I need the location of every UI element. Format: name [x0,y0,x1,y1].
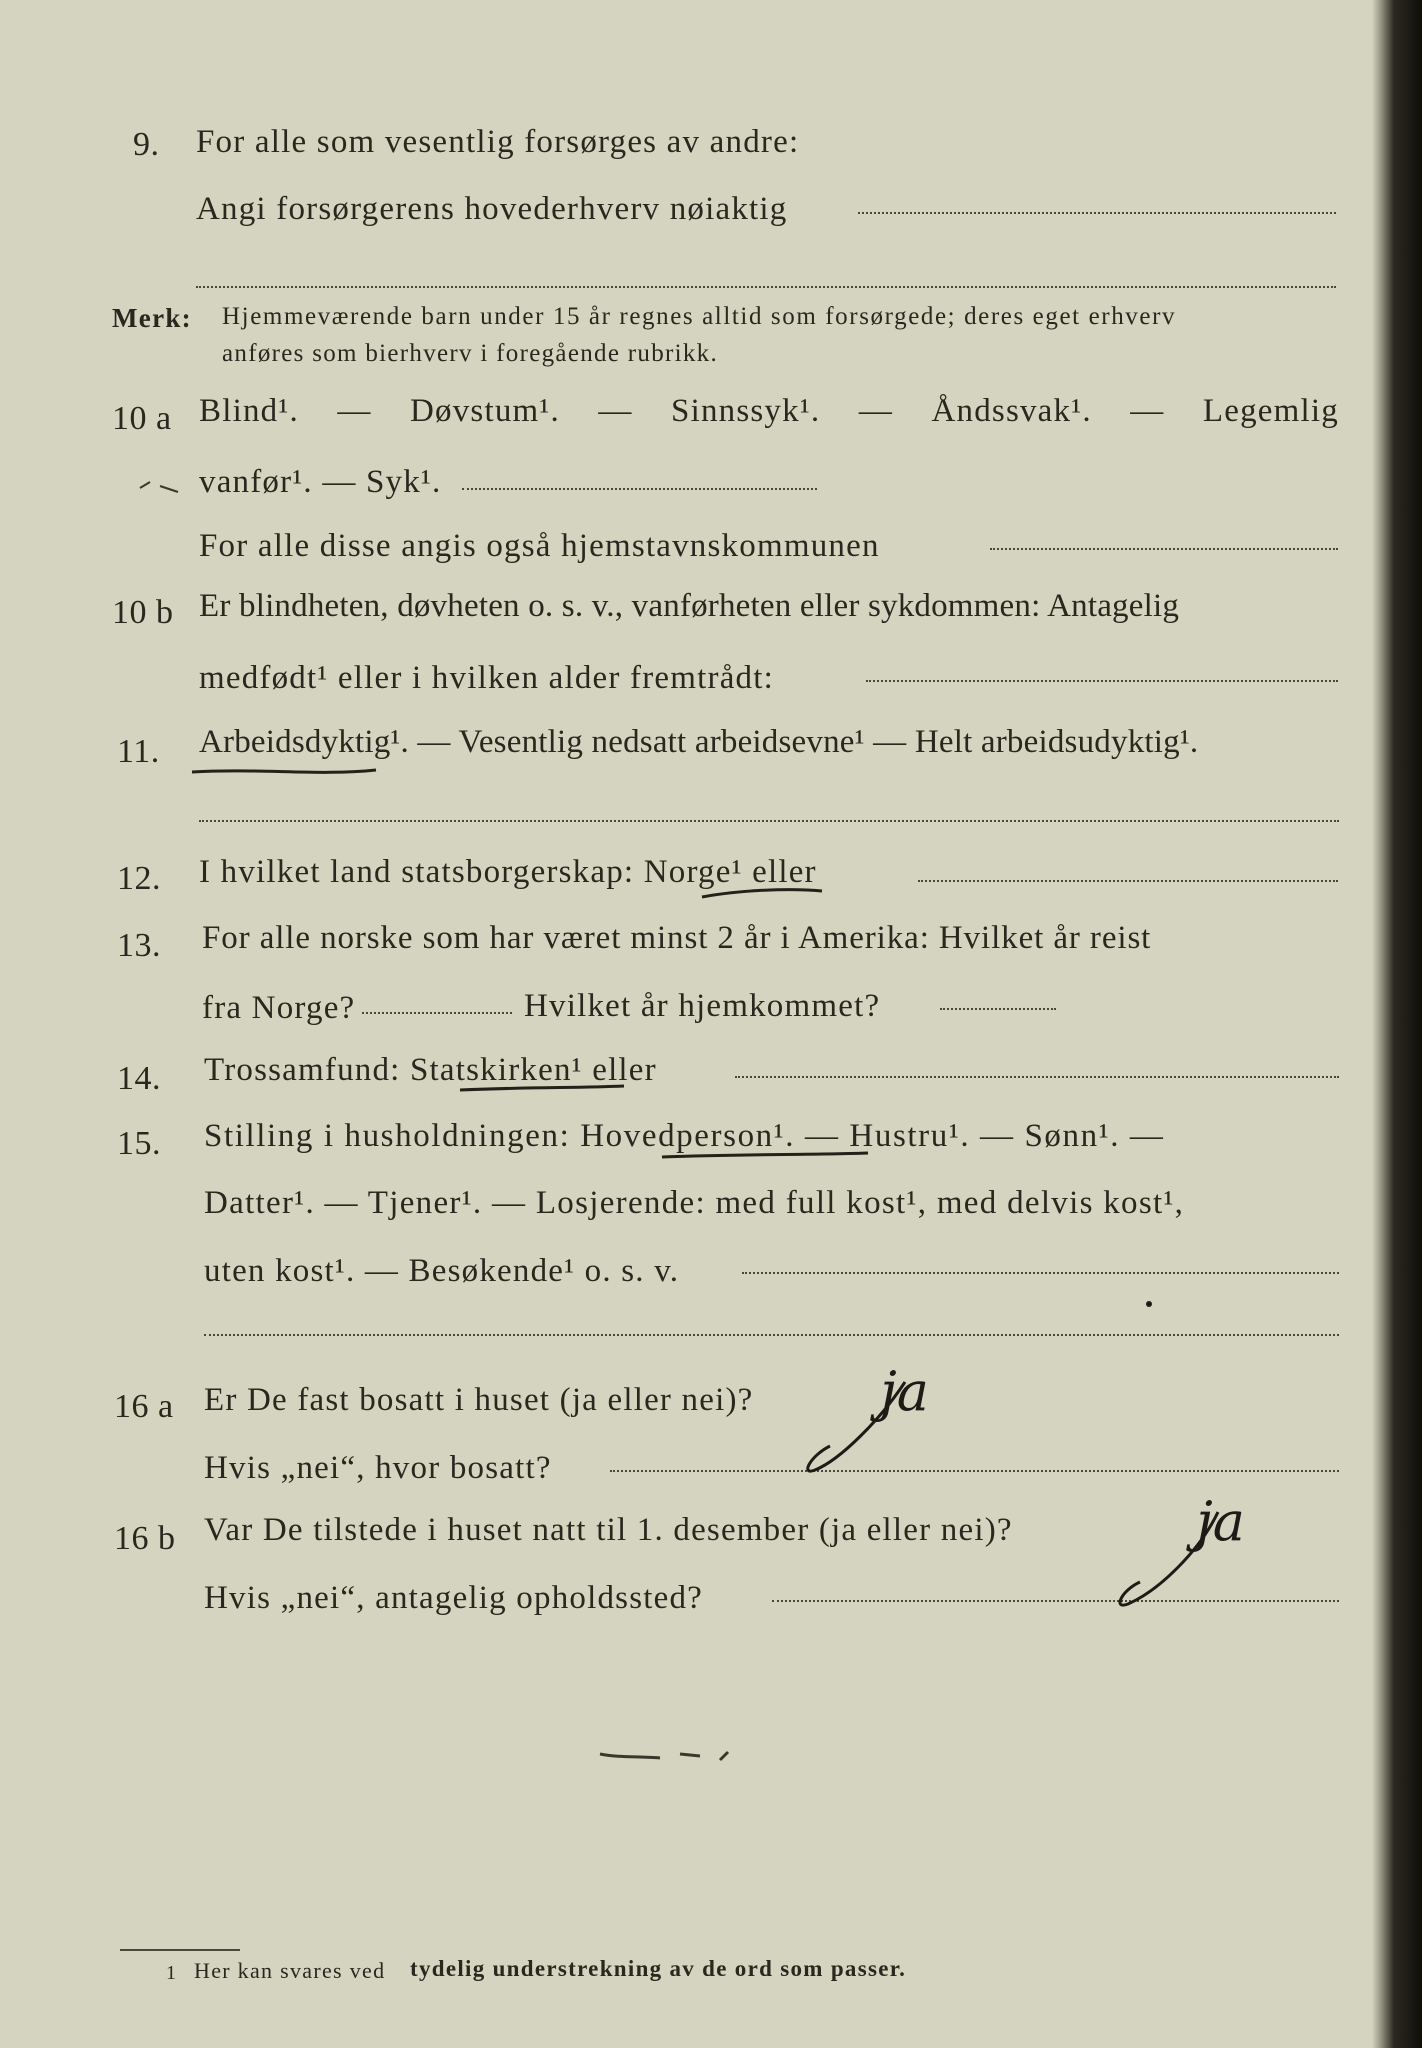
q12-number: 12. [117,860,161,897]
q10a-number: 10 a [112,400,172,437]
q16b-line2: Hvis „nei“, antagelig opholdssted? [204,1580,704,1616]
q15-line3: uten kost¹. — Besøkende¹ o. s. v. [204,1253,680,1289]
merk-label: Merk: [112,303,192,333]
underline-norge [702,890,822,897]
q13-line2b: Hvilket år hjemkommet? [524,988,881,1024]
option-dovstum: Døvstum¹. [409,393,560,429]
q16a-handwritten-answer: ja [880,1360,929,1423]
dash-2: — [598,393,633,429]
q16a-number: 16 a [114,1388,174,1425]
footnote-text-plain: Her kan svares ved [194,1958,386,1983]
q9-line1: For alle som vesentlig forsørges av andre: [196,124,800,160]
q16b-handwritten-answer: ja [1196,1490,1245,1553]
q10a-line2: vanfør¹. — Syk¹. [199,464,442,500]
q15-line2: Datter¹. — Tjener¹. — Losjerende: med full kost¹, med delvis kost¹, [204,1185,1185,1221]
q16a-line1: Er De fast bosatt i huset (ja eller nei)? [204,1382,754,1418]
q16a-stroke [808,1382,905,1471]
q11-number: 11. [117,733,160,770]
q11-line1: Arbeidsdyktig¹. — Vesentlig nedsatt arbeidsevne¹ — Helt arbeidsudyktig¹. [199,724,1199,760]
q9-number: 9. [133,126,160,163]
dash-1: — [337,393,372,429]
stray-mark-1 [140,482,178,492]
q10b-line2: medfødt¹ eller i hvilken alder fremtrådt: [199,660,774,696]
dash-4: — [1130,393,1165,429]
q14-number: 14. [117,1060,161,1097]
q9-line2: Angi forsørgerens hovederhverv nøiaktig [196,191,788,227]
q16b-line1: Var De tilstede i huset natt til 1. desember (ja eller nei)? [204,1512,1013,1548]
q13-line2a: fra Norge? [202,990,356,1026]
stray-mark-2 [600,1752,728,1760]
dash-3: — [858,393,894,429]
q16b-number: 16 b [114,1520,176,1557]
q13-number: 13. [117,927,161,964]
q15-number: 15. [117,1125,161,1162]
option-sinnssyk: Sinnssyk¹. [671,393,821,429]
option-legemlig: Legemlig [1202,393,1339,429]
q15-line1: Stilling i husholdningen: Hovedperson¹. — Hustru¹. — Sønn¹. — [204,1118,1165,1154]
q14-line1: Trossamfund: Statskirken¹ eller [204,1052,657,1088]
q16a-line2: Hvis „nei“, hvor bosatt? [204,1450,552,1486]
merk-line1: Hjemmeværende barn under 15 år regnes alltid som forsørgede; deres eget erhverv [222,303,1177,330]
scan-edge-shadow [1372,0,1422,2048]
ink-dot [1146,1301,1152,1307]
q12-line1: I hvilket land statsborgerskap: Norge¹ eller [199,854,817,890]
q16b-stroke [1120,1512,1218,1605]
underline-statskirken [460,1086,624,1090]
q10b-number: 10 b [112,594,174,631]
footnote-text-bold: tydelig understrekning av de ord som passer. [410,1956,907,1981]
option-andssvak: Åndssvak¹. [931,393,1092,429]
underline-hovedperson [662,1153,868,1157]
underline-arbeidsdyktig [192,770,376,772]
option-blind: Blind¹. [199,393,299,429]
q13-line1: For alle norske som har været minst 2 år i Amerika: Hvilket år reist [202,920,1152,956]
merk-line2: anføres som bierhverv i foregående rubrikk. [222,340,719,367]
q10a-line3: For alle disse angis også hjemstavnskommunen [199,528,880,564]
q10b-line1: Er blindheten, døvheten o. s. v., vanførheten eller sykdommen: Antagelig [199,588,1180,624]
footnote-marker: 1 [166,1962,178,1984]
